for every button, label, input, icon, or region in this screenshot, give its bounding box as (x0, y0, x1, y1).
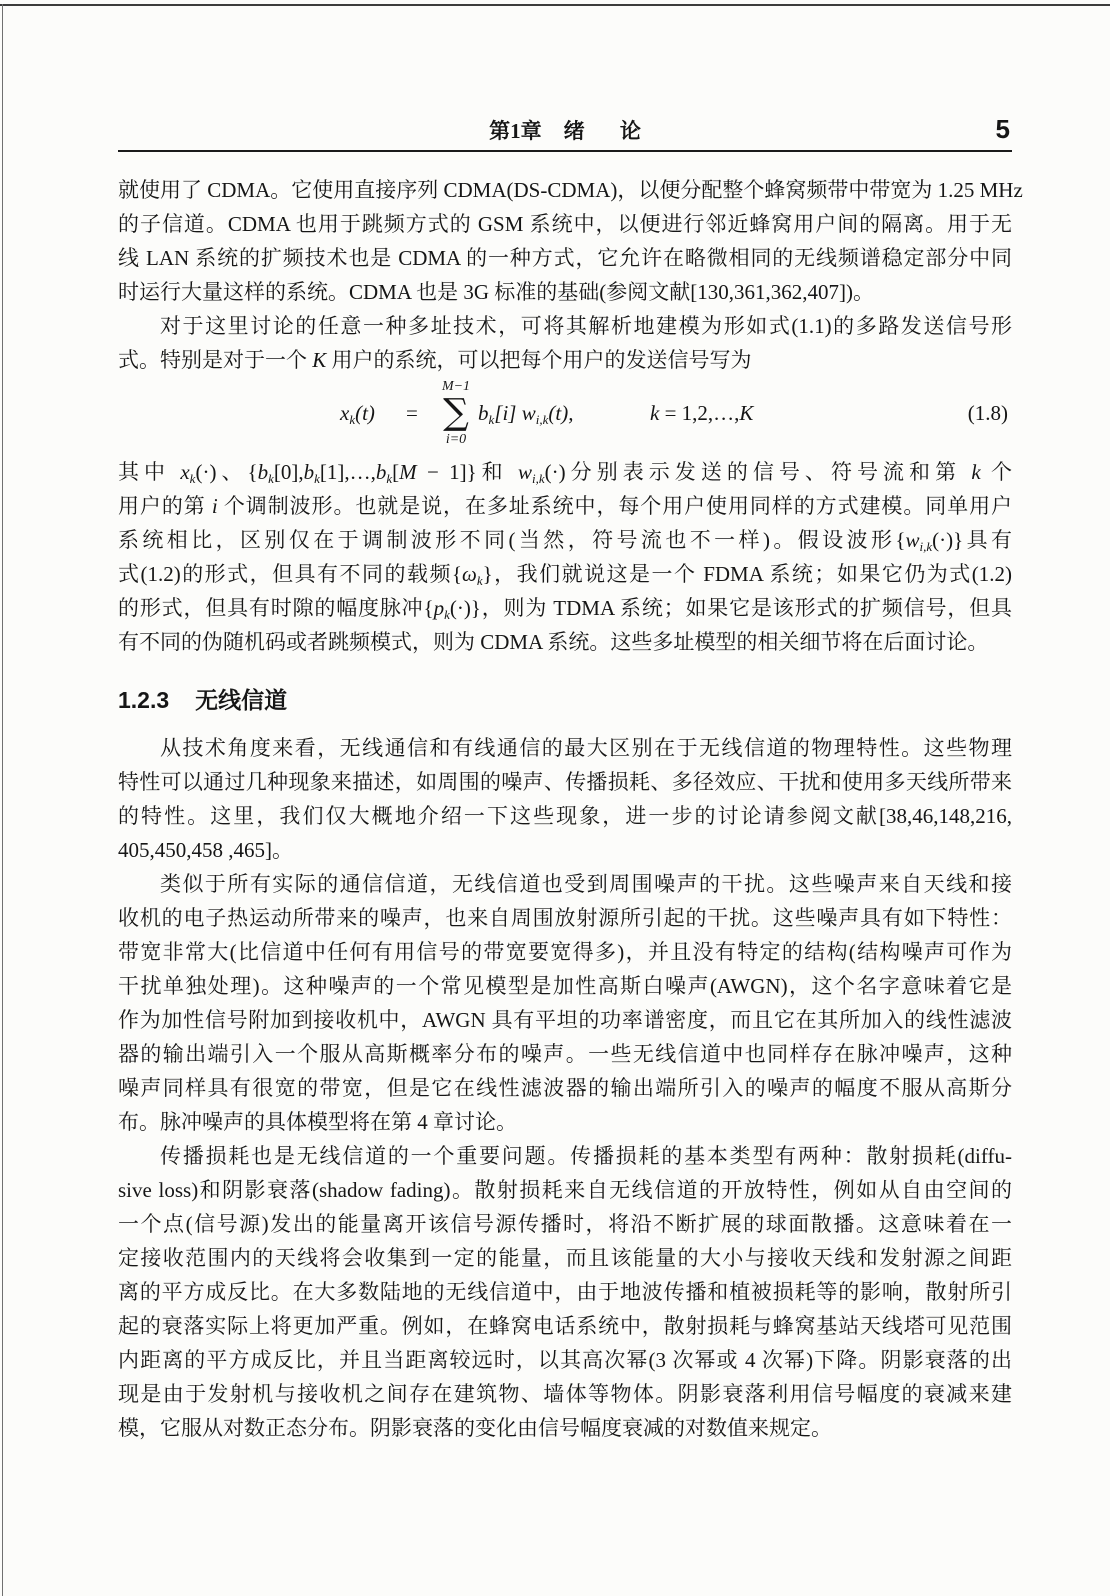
text-segment: 其中 (118, 460, 181, 484)
math-variable: w (905, 528, 920, 552)
sum-lower-limit: i=0 (445, 432, 467, 447)
math-subscript: i,k (535, 412, 549, 427)
math-subscript: k (386, 471, 393, 486)
text-line (118, 455, 1012, 489)
text-line (118, 523, 1012, 557)
text-segment: 个调制波形。也就是说，在多址系统中，每个用户使用同样的方式建模。同单用户 (217, 494, 1012, 518)
math-variable: M (399, 460, 417, 484)
text-line: sive loss)和阴影衰落(shadow fading)。散射损耗来自无线信道的开放特性，例如从自由空间的 (118, 1178, 1012, 1202)
math-variable: b (478, 401, 489, 425)
text-line: 的子信道。CDMA 也用于跳频方式的 GSM 系统中，以便进行邻近蜂窝用户间的隔离。用于无 (118, 212, 1012, 236)
text-segment: (·)、{ (195, 460, 258, 484)
math-variable: i (211, 494, 218, 518)
text-line (118, 343, 1012, 377)
math-subscript: k (444, 607, 450, 622)
equation-rhs (478, 401, 573, 425)
math-variable: p (433, 596, 445, 620)
text-segment: (·)分别表示发送的信号、符号流和第 (544, 460, 972, 484)
math-variable: b (303, 460, 315, 484)
math-subscript: k (314, 471, 320, 486)
math-subscript: i,k (532, 471, 545, 486)
scan-edge-top (0, 4, 1110, 6)
section-number: 1.2.3 (118, 687, 170, 713)
text-segment: 式。特别是对于一个 (118, 348, 313, 372)
text-line (118, 591, 1012, 625)
text-line: 定接收范围内的天线将会收集到一定的能量，而且该能量的大小与接收天线和发射源之间距 (118, 1246, 1012, 1270)
equation-1-8 (118, 377, 1012, 455)
text-line: 特性可以通过几种现象来描述，如周围的噪声、传播损耗、多径效应、干扰和使用多天线所带来 (118, 770, 1012, 794)
math-variable: w (518, 460, 533, 484)
text-segment: (·)}具有 (932, 528, 1012, 552)
text-segment: 用户的第 (118, 494, 212, 518)
text-line: 收机的电子热运动所带来的噪声，也来自周围放射源所引起的干扰。这些噪声具有如下特性： (118, 906, 1012, 930)
text-segment: [0], (273, 460, 304, 484)
text-segment: [ (392, 460, 400, 484)
math-variable: w (521, 401, 536, 425)
text-line: 对于这里讨论的任意一种多址技术，可将其解析地建模为形如式(1.1)的多路发送信号形 (160, 314, 1012, 338)
text-segment: [1],…, (319, 460, 376, 484)
text-line: 离的平方成反比。在大多数陆地的无线信道中，由于地波传播和植被损耗等的影响，散射所引 (118, 1280, 1012, 1304)
math-variable: K (312, 348, 327, 372)
text-line: 一个点(信号源)发出的能量离开该信号源传播时，将沿不断扩展的球面散播。这意味着在一 (118, 1212, 1012, 1236)
sigma-symbol: ∑ (443, 392, 469, 433)
scan-edge-left (2, 4, 3, 1596)
text-line: 干扰单独处理)。这种噪声的一个常见模型是加性高斯白噪声(AWGN)，这个名字意味着它是 (118, 974, 1012, 998)
text-segment: − 1]}和 (416, 460, 518, 484)
chapter-title: 绪 论 (563, 119, 641, 143)
chapter-label: 第1章 (489, 119, 542, 143)
text-line: 的特性。这里，我们仅大概地介绍一下这些现象，进一步的讨论请参阅文献[38,46,148,216, (118, 804, 1012, 828)
text-line: 内距离的平方成反比，并且当距离较远时，以其高次幂(3 次幂或 4 次幂)下降。阴影衰落的出 (118, 1348, 1012, 1372)
text-line: 时运行大量这样的系统。CDMA 也是 3G 标准的基础(参阅文献[130,361,362,407])。 (118, 280, 874, 304)
text-line: 模，它服从对数正态分布。阴影衰落的变化由信号幅度衰减的对数值来规定。 (118, 1416, 832, 1440)
paragraph (118, 867, 1012, 1139)
text-segment: 式(1.2)的形式，但具有不同的载频{ (118, 562, 463, 586)
text-line: 有不同的伪随机码或者跳频模式，则为 CDMA 系统。这些多址模型的相关细节将在后面讨论。 (118, 630, 989, 654)
math-subscript: k (476, 573, 483, 588)
text-line: 起的衰落实际上将更加严重。例如，在蜂窝电话系统中，散射损耗与蜂窝基站天线塔可见范围 (118, 1314, 1012, 1338)
section-heading (118, 659, 1012, 731)
math-argument: (t) (355, 401, 375, 425)
text-line: 传播损耗也是无线信道的一个重要问题。传播损耗的基本类型有两种：散射损耗(diffu- (160, 1144, 1012, 1168)
text-line: 405,450,458 ,465]。 (118, 838, 293, 862)
text-segment: (·)}，则为 TDMA 系统；如果它是该形式的扩频信号，但具 (449, 596, 1012, 620)
text-line: 带宽非常大(比信道中任何有用信号的带宽要宽得多)，并且没有特定的结构(结构噪声可作为 (118, 940, 1012, 964)
sum-upper-limit: M−1 (441, 379, 471, 394)
text-segment: }，我们就说这是一个 FDMA 系统；如果它仍为式(1.2) (482, 562, 1012, 586)
equation-lhs (340, 401, 375, 425)
math-subscript: k (349, 412, 356, 427)
text-line: 从技术角度来看，无线通信和有线通信的最大区别在于无线信道的物理特性。这些物理 (160, 736, 1012, 760)
text-segment: 个 (980, 460, 1013, 484)
running-header (118, 112, 1012, 152)
equation-range (650, 401, 753, 425)
math-variable: b (375, 460, 387, 484)
text-line: 线 LAN 系统的扩频技术也是 CDMA 的一种方式，它允许在略微相同的无线频谱稳定部分中同 (118, 246, 1012, 270)
text-line: 器的输出端引入一个服从高斯概率分布的噪声。一些无线信道中也同样存在脉冲噪声，这种 (118, 1042, 1012, 1066)
math-variable: x (180, 460, 190, 484)
paragraph (118, 1139, 1012, 1445)
text-line: 类似于所有实际的通信信道，无线信道也受到周围噪声的干扰。这些噪声来自天线和接 (160, 872, 1012, 896)
paragraph (118, 731, 1012, 867)
paragraph (118, 309, 1012, 377)
section-title: 无线信道 (195, 687, 288, 713)
math-subscript: k (488, 412, 495, 427)
text-segment: 系统相比，区别仅在于调制波形不同(当然，符号流也不一样)。假设波形{ (118, 528, 906, 552)
equation-number: (1.8) (967, 401, 1008, 425)
math-argument: (t), (548, 401, 574, 425)
text-line: 就使用了 CDMA。它使用直接序列 CDMA(DS-CDMA)，以便分配整个蜂窝频带中带宽为 1.25 MHz (118, 178, 1023, 202)
text-line: 现是由于发射机与接收机之间存在建筑物、墙体等物体。阴影衰落利用信号幅度的衰减来建 (118, 1382, 1012, 1406)
math-variable: k (650, 401, 660, 425)
text-line: 作为加性信号附加到接收机中，AWGN 具有平坦的功率谱密度，而且它在其所加入的线性滤波 (118, 1008, 1012, 1032)
math-variable: k (971, 460, 981, 484)
range-values: = 1,2,…, (659, 401, 740, 425)
equals-sign: = (406, 401, 418, 425)
text-line: 噪声同样具有很宽的带宽，但是它在线性滤波器的输出端所引入的噪声的幅度不服从高斯分 (118, 1076, 1012, 1100)
math-variable: x (340, 401, 350, 425)
math-variable: b (257, 460, 269, 484)
math-argument: [i] (494, 401, 517, 425)
text-segment: 的形式，但具有时隙的幅度脉冲{ (118, 596, 434, 620)
page-body (118, 173, 1023, 1445)
paragraph (118, 455, 1012, 659)
text-line: 布。脉冲噪声的具体模型将在第 4 章讨论。 (118, 1110, 517, 1134)
math-subscript: k (189, 471, 196, 486)
running-head (118, 118, 1012, 144)
text-line (118, 557, 1012, 591)
math-subscript: i,k (919, 539, 933, 554)
summation (436, 377, 476, 455)
math-variable: ω (462, 562, 477, 586)
text-line (118, 489, 1012, 523)
math-variable: K (739, 401, 754, 425)
math-subscript: k (268, 471, 274, 486)
paragraph (118, 173, 1023, 309)
text-segment: 用户的系统，可以把每个用户的发送信号写为 (326, 348, 752, 372)
page-number: 5 (995, 114, 1010, 144)
